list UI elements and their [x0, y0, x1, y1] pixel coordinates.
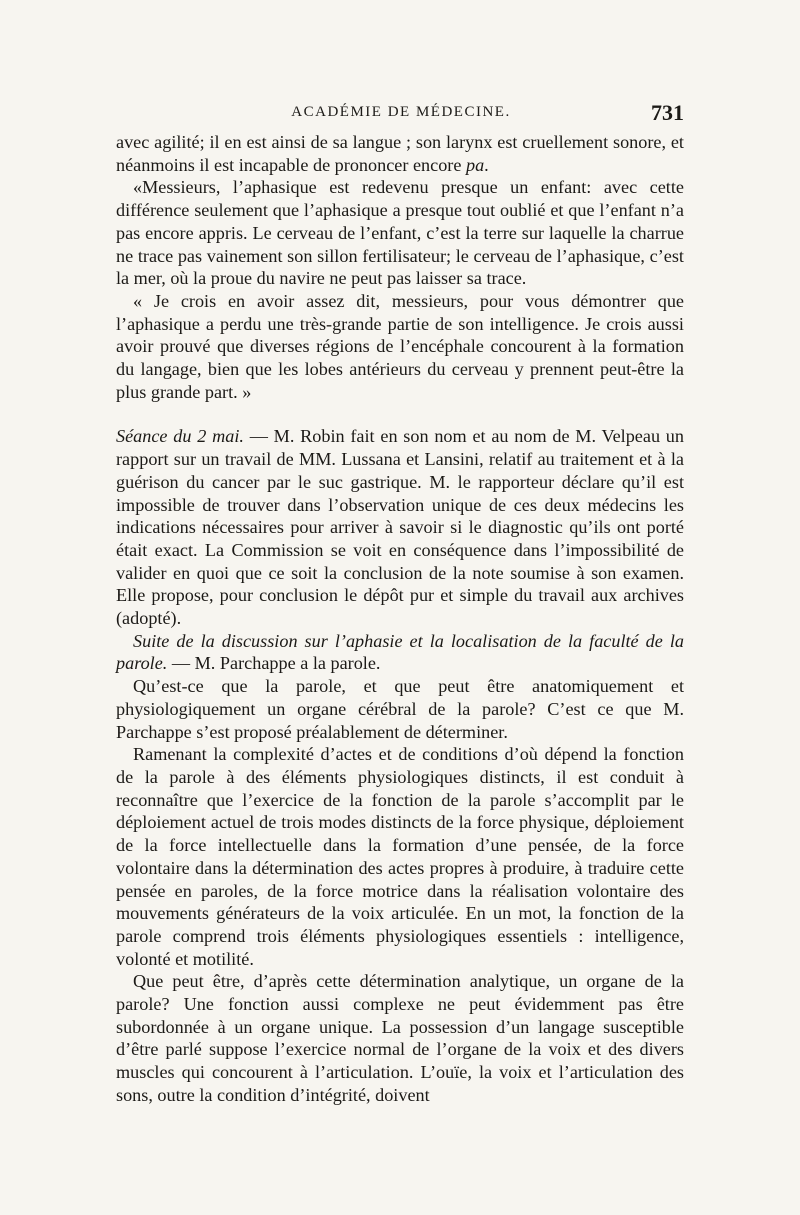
paragraph-parole: Qu’est-ce que la parole, et que peut être anatomiquement et physiologiquement un organe cérébral de la parole? C’est ce que M. Parchappe s’est proposé préalablement de déterminer.	[116, 676, 684, 742]
paragraph-quote-2: « Je crois en avoir assez dit, messieurs, pour vous démontrer que l’aphasique a perdu une très-grande partie de son intelligence. Je crois aussi avoir prouvé que diverses régions de l’encéphale concourent à la formation du langage, bien que les lobes antérieurs du cerveau y prennent peut-être la plus grande part. »	[116, 290, 684, 402]
paragraph-ramenant: Ramenant la complexité d’actes et de conditions d’où dépend la fonction de la parole à des éléments physiologiques distincts, il est conduit à reconnaître que l’exercice de la fonction de la parole s’accomplit par le déploiement actuel de trois modes distincts de la force physique, déploiement de la force intellectuelle dans la formation d’une pensée, de la force volontaire dans la détermination des actes propres à produire, à traduire cette pensée en paroles, de la force motrice dans la réalisation volontaire des mouvements générateurs de la voix articulée. En un mot, la fonction de la parole comprend trois éléments physiologiques essentiels : intelligence, volonté et motilité.	[116, 744, 684, 969]
running-header	[118, 100, 684, 130]
paragraph-seance: Séance du 2 mai. — M. Robin fait en son nom et au nom de M. Velpeau un rapport sur un travail de MM. Lussana et Lansini, relatif au traitement et à la guérison du cancer par le suc gastrique. M. le rapporteur déclare qu’il est impossible de trouver dans l’observation unique de ces deux médecins les indications nécessaires pour arriver à savoir si le diagnostic qu’ils ont porté était exact. La Commission se voit en conséquence dans l’impossibilité de valider en quoi que ce soit la conclusion de la note soumise à son examen. Elle propose, pour conclusion le dépôt pur et simple du travail aux archives (adopté).	[116, 426, 684, 629]
paragraph-discussion: Suite de la discussion sur l’aphasie et la localisation de la faculté de la parole. — M. Parchappe a la parole.	[116, 630, 684, 674]
seance-title: Séance du 2 mai.	[116, 426, 244, 447]
page-number: 731	[651, 100, 684, 125]
paragraph-continuation: avec agilité; il en est ainsi de sa langue ; son larynx est cruellement sonore, et néanmoins il est incapable de prononcer encore pa.	[116, 132, 684, 175]
discussion-title: Suite de la discussion sur l’aphasie et la localisation de la faculté de la parole.	[116, 630, 684, 674]
running-title: ACADÉMIE DE MÉDECINE.	[291, 104, 511, 120]
paragraph-organe: Que peut être, d’après cette détermination analytique, un organe de la parole? Une fonction aussi complexe ne peut évidemment pas être subordonnée à un organe unique. La possession d’un langage susceptible d’être parlé suppose l’exercice normal de l’organe de la voix et des divers muscles qui concourent à l’articulation. L’ouïe, la voix et l’articulation des sons, outre la condition d’intégrité, doivent	[116, 971, 684, 1105]
body-text	[116, 131, 684, 1107]
paragraph-quote-1: «Messieurs, l’aphasique est redevenu presque un enfant: avec cette différence seulement que l’aphasique a presque tout oublié et que l’enfant n’a pas encore appris. Le cerveau de l’enfant, c’est la terre sur laquelle la charrue ne trace pas vainement son sillon fertilisateur; le cerveau de l’aphasique, c’est la mer, où la proue du navire ne peut pas laisser sa trace.	[116, 177, 684, 289]
